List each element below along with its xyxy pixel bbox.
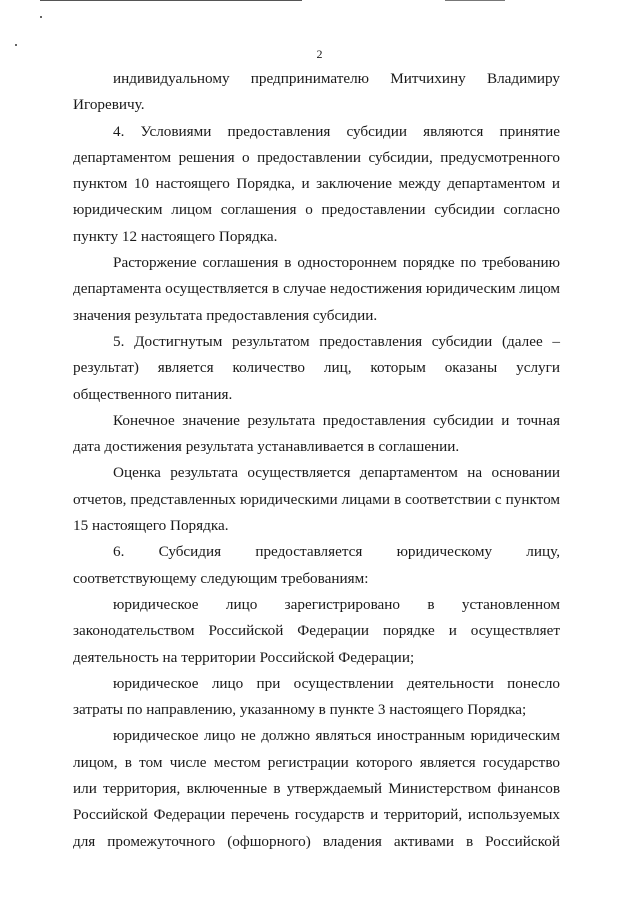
scan-speck [40,16,42,18]
paragraph-assessment: Оценка результата осуществляется департаментом на основании отчетов, представленных юридическими лицами в соответствии с пунктом 15 настоящего Порядка. [73,464,560,535]
paragraph-continuation: индивидуальному предпринимателю Митчихину Владимиру Игоревичу. [73,70,560,114]
requirement-registered: юридическое лицо зарегистрировано в установленном законодательством Российской Федерации порядке и осуществляет деятельность на территории Российской Федерации; [73,595,560,666]
paragraph-item-6: 6. Субсидия предоставляется юридическому лицу, соответствующему следующим требованиям: [73,543,560,587]
requirement-costs: юридическое лицо при осуществлении деятельности понесло затраты по направлению, указанному в пункте 3 настоящего Порядка; [73,674,560,719]
top-edge-rule-right [445,0,505,1]
paragraph-item-5: 5. Достигнутым результатом предоставления субсидии (далее – результат) является количество лиц, которым оказаны услуги общественного питания. [73,332,560,403]
document-body [73,66,560,855]
page-number: 2 [316,47,323,61]
paragraph-final-value: Конечное значение результата предоставления субсидии и точная дата достижения результата устанавливается в соглашении. [73,411,560,456]
scan-speck [15,44,17,46]
requirement-not-foreign: юридическое лицо не должно являться иностранным юридическим лицом, в том числе местом регистрации которого является государство или территория, включенные в утверждаемый Министерством финансов Российской Федерации перечень государств и территорий, используемых для промежуточного (офшорного) владения активами в Российской [73,727,560,850]
paragraph-item-4: 4. Условиями предоставления субсидии являются принятие департаментом решения о предоставлении субсидии, предусмотренного пунктом 10 настоящего Порядка, и заключение между департаментом и юридическим лицом соглашения о предоставлении субсидии согласно пункту 12 настоящего Порядка. [73,122,560,245]
top-edge-rule [40,0,302,1]
paragraph-termination: Расторжение соглашения в одностороннем порядке по требованию департамента осуществляется в случае недостижения юридическим лицом значения результата предоставления субсидии. [73,254,560,324]
